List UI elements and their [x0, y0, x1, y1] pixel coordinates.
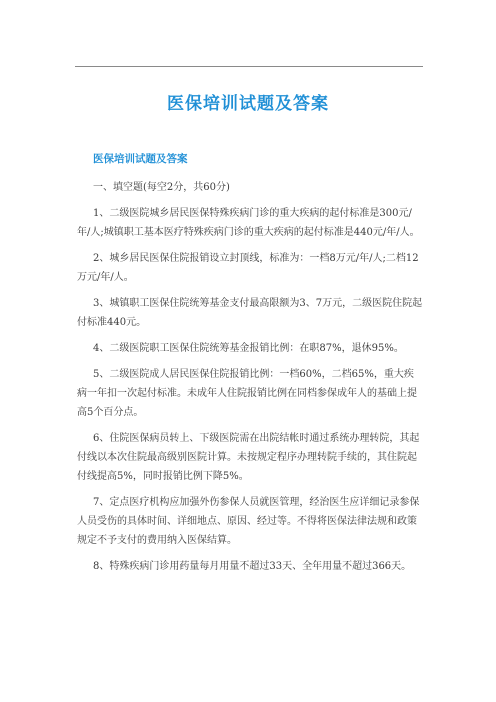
paragraph-1: 1、二级医院城乡居民医保特殊疾病门诊的重大疾病的起付标准是300元/年/人;城镇职工基本医疗特殊疾病门诊的重大疾病的起付标准是440元/年/人。: [77, 208, 420, 238]
section-heading: 医保培训试题及答案: [93, 153, 188, 165]
paragraph-5: 5、二级医院成人居民医保住院报销比例：一档60%，二档65%，重大疾病一年扣一次起付标准。未成年人住院报销比例在同档参保成年人的基础上提高5个百分点。: [77, 369, 417, 418]
paragraph-7: 7、定点医疗机构应加强外伤参保人员就医管理，经治医生应详细记录参保人员受伤的具体时间、详细地点、原因、经过等。不得将医保法律法规和政策规定不予支付的费用纳入医保结算。: [77, 497, 420, 546]
paragraph-3: 3、城镇职工医保住院统筹基金支付最高限额为3、7万元，二级医院住院起付标准440元。: [77, 298, 423, 328]
document-body: [77, 178, 423, 583]
document-title: 医保培训试题及答案: [167, 94, 329, 114]
paragraph-6: 6、住院医保病员转上、下级医院需在出院结帐时通过系统办理转院，其起付线以本次住院最高级别医院计算。未按规定程序办理转院手续的，其住院起付线提高5%，同时报销比例下降5%。: [77, 433, 420, 482]
paragraph-4: 4、二级医院职工医保住院统筹基金报销比例：在职87%，退休95%。: [93, 343, 404, 354]
paragraph-2: 2、城乡居民医保住院报销设立封顶线，标准为：一档8万元/年/人;二档12万元/年/人。: [77, 253, 419, 283]
header-rule: [75, 66, 423, 67]
section-label: 一、填空题(每空2分，共60分): [93, 182, 230, 193]
paragraph-8: 8、特殊疾病门诊用药量每月用量不超过33天、全年用量不超过366天。: [93, 561, 412, 572]
